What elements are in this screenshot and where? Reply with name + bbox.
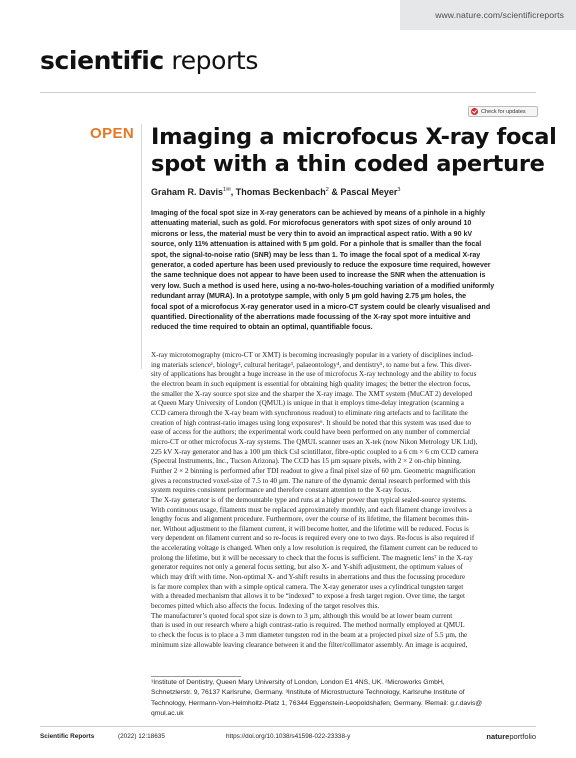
affiliation-line: Technology, Hermann-Von-Helmholtz-Platz 1, 76344 Eggenstein-Leopoldshafen, Germany. ✉email: g.r.davis@ bbox=[151, 699, 483, 707]
body-line: very dependent on filament current and so re-focus is required every one to two days. Re-focus is also required if bbox=[151, 534, 475, 543]
article-title bbox=[151, 124, 557, 178]
header-divider bbox=[40, 92, 536, 93]
abstract-line: redundant array (MURA). In a prototype sample, with only 5 µm gold having 2.75 µm holes, the bbox=[151, 293, 467, 301]
body-line: minimum size allowable leaving clearance between it and the filter/collimator assembly. An image is acquired, bbox=[151, 640, 468, 649]
body-text bbox=[151, 351, 539, 650]
abstract-line: generator, a coded aperture has been used previously to reduce the exposure time required, however bbox=[151, 262, 491, 270]
affiliation-line: ¹Institute of Dentistry, Queen Mary University of London, London E1 4NS, UK. ²Microworks GmbH, bbox=[151, 679, 445, 686]
body-line: at Queen Mary University of London (QMUL) is unique in that it employs time-delay integration (scanning a bbox=[151, 399, 464, 408]
body-line: the smaller the X-ray source spot size and the sharper the X-ray image. The XMT system (MuCAT 2) developed bbox=[151, 389, 473, 398]
author-name[interactable]: Graham R. Davis bbox=[151, 187, 224, 197]
body-line: with a threaded mechanism that allows it to be “indexed” to expose a fresh target region. Over time, the target bbox=[151, 592, 466, 601]
journal-name-light: reports bbox=[163, 46, 258, 75]
footer-doi-link[interactable]: https://doi.org/10.1038/s41598-022-23338-y bbox=[226, 733, 351, 740]
open-access-label: OPEN bbox=[90, 125, 135, 142]
abstract-line: the same technique does not appear to have been used to increase the SNR when the attenuation is bbox=[151, 272, 486, 280]
body-line: which may drift with time. Non-optimal X- and Y-shift results in aberrations and thus the focussing procedure bbox=[151, 573, 466, 582]
publisher-logo bbox=[486, 732, 536, 741]
author-affiliation-mark: 2 bbox=[325, 187, 329, 193]
body-line: than is used in our research where a high contrast-ratio is required. The method normally employed at QMUL bbox=[151, 621, 465, 630]
abstract-line: very low. Such a method is used here, using a no-two-holes-touching variation of a modified uniformly bbox=[151, 282, 495, 290]
check-updates-icon bbox=[471, 108, 478, 115]
check-updates-label: Check for updates bbox=[481, 108, 526, 115]
journal-name bbox=[40, 46, 258, 75]
body-line: (Spectral Instruments, Inc., Tucson Arizona). The CCD has 15 µm square pixels, with 2 × 2 on-chip binning. bbox=[151, 457, 462, 466]
author-name[interactable]: Pascal Meyer bbox=[340, 187, 398, 197]
abstract-line: attenuating material, such as gold. For microfocus generators with spot sizes of only around 10 bbox=[151, 220, 472, 228]
body-line: system requires consistent performance and therefore constant attention to the X-ray focus. bbox=[151, 486, 412, 495]
body-line: the accelerating voltage is changed. When only a low resolution is required, the filament current can be reduced to bbox=[151, 544, 478, 553]
body-line: 225 kV X-ray generator and has a 100 µm thick CsI scintillator, fibre-optic coupled to a 6 cm × 6 cm CCD camera bbox=[151, 447, 479, 456]
affiliation-line: Schnetzlerstr. 9, 76137 Karlsruhe, Germany. ³Institute of Microstructure Technology, Karlsruhe Institute of bbox=[151, 689, 465, 697]
footer-volume: (2022) 12:18635 bbox=[118, 733, 165, 740]
body-line: X-ray microtomography (micro-CT or XMT) is becoming increasingly popular in a variety of disciplines includ- bbox=[151, 351, 474, 359]
abstract-line: reduced the time required to obtain an optimal, quantifiable focus. bbox=[151, 324, 373, 332]
side-divider bbox=[141, 124, 142, 369]
body-line: creation of high contrast-ratio images using long exposures⁶. It should be noted that this system was used due to bbox=[151, 418, 471, 427]
body-line: Further 2 × 2 binning is performed after TDI readout to give a final pixel size of 60 µm. Geometric magnification bbox=[151, 466, 476, 475]
body-line: prolong the lifetime, but it will be necessary to check that the focus is sufficient. The magnetic lens⁷ in the X-ray bbox=[151, 553, 473, 562]
journal-name-bold: scientific bbox=[40, 46, 164, 75]
abstract-line: Imaging of the focal spot size in X-ray generators can be achieved by means of a pinhole in a highly bbox=[151, 210, 486, 217]
affiliations bbox=[151, 678, 539, 720]
abstract bbox=[151, 209, 539, 334]
publisher-light: portfolio bbox=[509, 732, 536, 741]
author-name[interactable]: Thomas Beckenbach bbox=[235, 187, 326, 197]
body-line: ner. Without adjustment to the filament current, it will become hotter, and the lifetime will be reduced. Focus is bbox=[151, 524, 469, 533]
body-line: The X-ray generator is of the demountable type and runs at a higher power than typical sealed-source systems. bbox=[151, 495, 467, 504]
abstract-line: source, only 11% attenuation is attained with 5 µm gold. For a pinhole that is smaller than the focal bbox=[151, 241, 482, 249]
body-line: is far more complex than with a simple optical camera. The X-ray generator uses a cylindrical tungsten target bbox=[151, 582, 464, 591]
affiliation-line: qmul.ac.uk bbox=[151, 710, 184, 718]
body-line: ing materials science¹, biology², cultural heritage³, palaeontology⁴, and dentistry⁵, to name but a few. This diver- bbox=[151, 360, 472, 369]
body-line: The manufacturer’s quoted focal spot size is down to 3 µm, although this would be at lower beam current bbox=[151, 611, 453, 620]
author-affiliation-mark: 3 bbox=[397, 187, 401, 193]
footnote-divider bbox=[151, 676, 241, 677]
body-line: sity of applications has brought a huge increase in the use of microfocus X-ray technology and the ability to focus bbox=[151, 370, 477, 379]
body-line: lengthy focus and alignment procedure. Furthermore, over the course of its lifetime, the filament becomes thin- bbox=[151, 515, 470, 524]
abstract-line: spot, the signal-to-noise ratio (SNR) may be less than 1. To image the focal spot of a medical X-ray bbox=[151, 251, 481, 259]
author-list bbox=[151, 187, 400, 197]
journal-url[interactable]: www.nature.com/scientificreports bbox=[435, 10, 564, 20]
body-line: becomes pitted which also affects the focus. Indexing of the target resolves this. bbox=[151, 602, 380, 611]
footer-journal: Scientific Reports bbox=[40, 733, 95, 740]
title-line: Imaging a microfocus X-ray focal bbox=[151, 124, 557, 150]
body-line: to check the focus is to place a 3 mm diameter tungsten rod in the beam at a projected pixel size of 5.5 µm, the bbox=[151, 631, 468, 640]
check-for-updates-button[interactable] bbox=[468, 106, 538, 117]
body-line: ease of access for the authors; the experimental work could have been performed on any number of commercial bbox=[151, 428, 471, 437]
author-separator: , bbox=[230, 187, 236, 197]
body-line: the electron beam in such equipment is essential for obtaining high quality images; the better the electron focus, bbox=[151, 379, 471, 388]
abstract-line: quantified. Directionality of the aberrations made focussing of the X-ray spot more intuitive and bbox=[151, 314, 471, 322]
body-line: micro-CT or other microfocus X-ray systems. The QMUL scanner uses an X-tek (now Nikon Metrology UK Ltd), bbox=[151, 437, 478, 446]
url-bar bbox=[400, 0, 576, 30]
footer-divider bbox=[40, 726, 536, 727]
title-line: spot with a thin coded aperture bbox=[151, 151, 545, 177]
body-line: CCD camera through the X-ray beam with synchronous readout) to eliminate ring artefacts and to facilitate the bbox=[151, 408, 468, 417]
abstract-line: microns or less, the material must be very thin to avoid an impractical aspect ratio. With a 90 kV bbox=[151, 230, 473, 238]
page-footer bbox=[40, 733, 536, 745]
body-line: With continuous usage, filaments must be replaced approximately monthly, and each filament change involves a bbox=[151, 505, 472, 514]
body-line: generator requires not only a general focus setting, but also X- and Y-shift adjustment, the optimum values of bbox=[151, 563, 464, 572]
body-line: gives a reconstructed voxel-size of 7.5 to 40 µm. The nature of the dynamic dental research performed with this bbox=[151, 476, 471, 485]
abstract-line: focal spot of a microfocus X-ray generator used in a micro-CT system could be clearly visualised and bbox=[151, 303, 491, 311]
publisher-bold: nature bbox=[486, 732, 510, 741]
author-separator: & bbox=[328, 187, 341, 197]
author-affiliation-mark: 1✉ bbox=[223, 187, 231, 193]
